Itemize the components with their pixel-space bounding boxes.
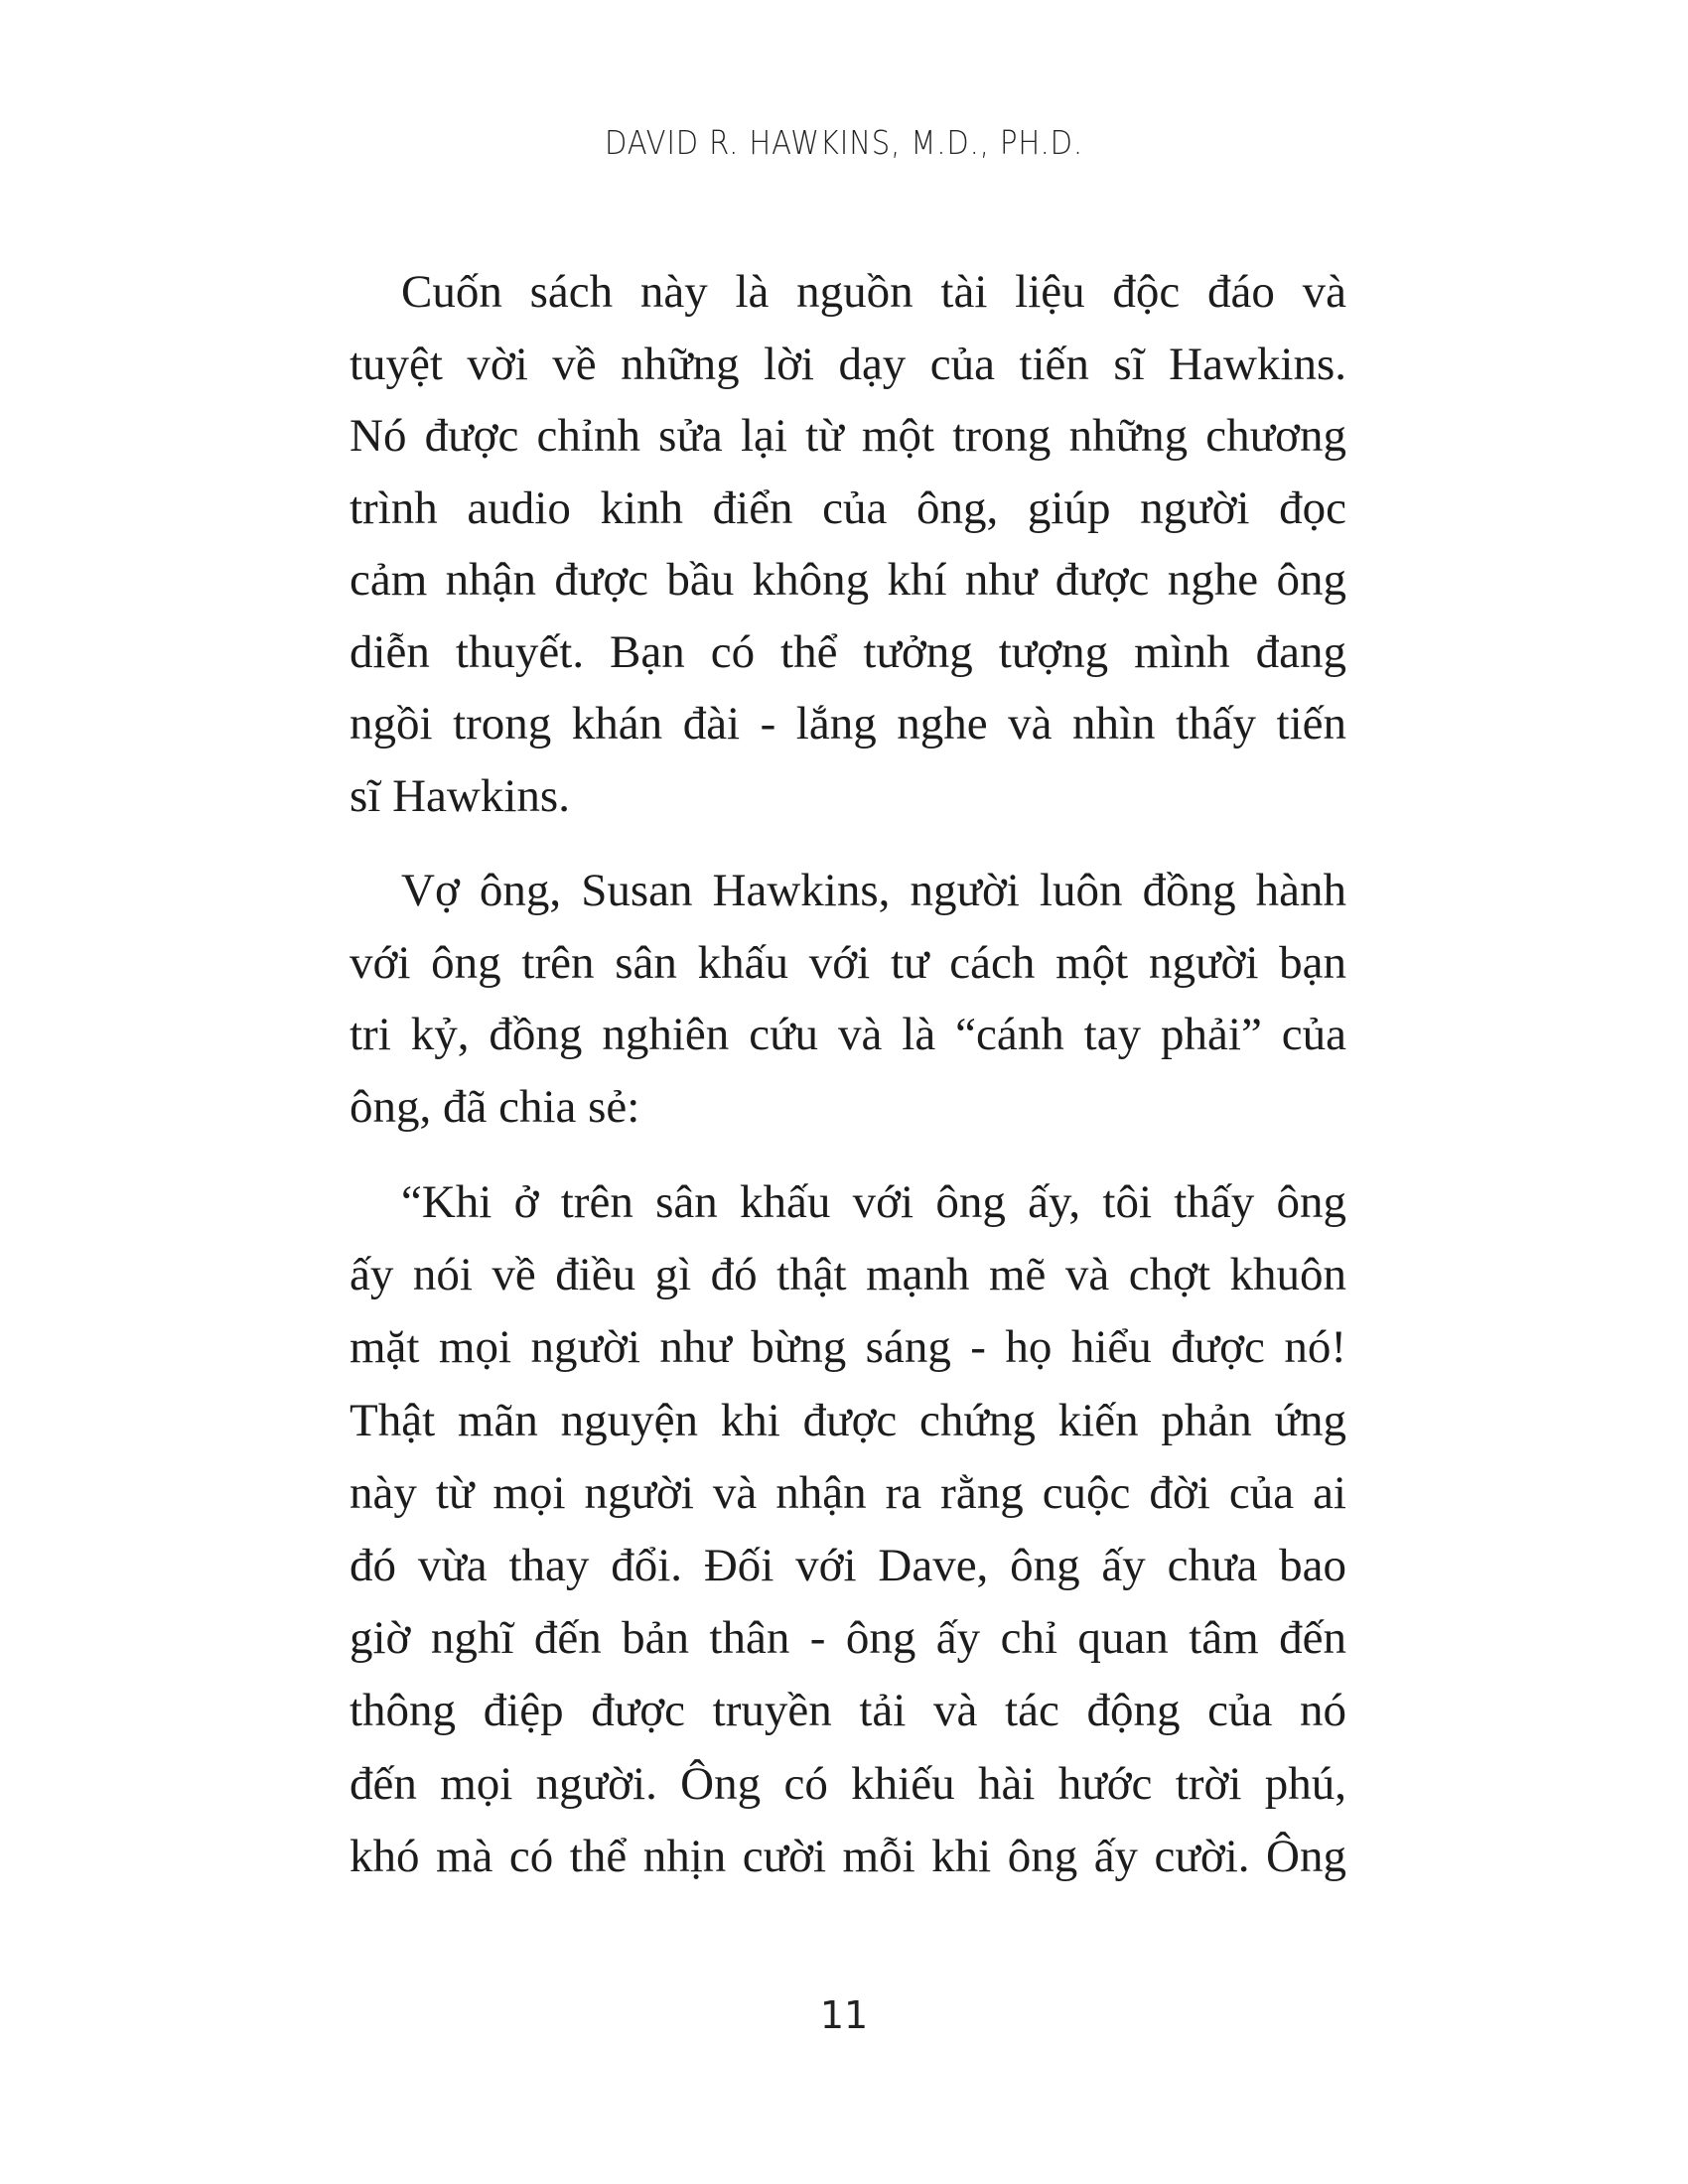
text-line: giờ nghĩ đến bản thân - ông ấy chỉ quan tâm đến: [350, 1612, 1346, 1665]
text-line: ngồi trong khán đài - lắng nghe và nhìn thấy tiến: [350, 698, 1346, 750]
running-head: DAVID R. HAWKINS, M.D., PH.D.: [604, 123, 1084, 162]
text-line: Cuốn sách này là nguồn tài liệu độc đáo và: [401, 266, 1346, 318]
text-line: Nó được chỉnh sửa lại từ một trong những chương: [350, 410, 1346, 462]
text-line: ấy nói về điều gì đó thật mạnh mẽ và chợt khuôn: [350, 1249, 1346, 1301]
text-line: đến mọi người. Ông có khiếu hài hước trời phú,: [350, 1757, 1346, 1810]
text-line: “Khi ở trên sân khấu với ông ấy, tôi thấy ông: [401, 1176, 1346, 1228]
page-number: 11: [819, 1993, 869, 2037]
text-line: Thật mãn nguyện khi được chứng kiến phản ứng: [350, 1394, 1346, 1446]
paragraph-3: [350, 1166, 1346, 1893]
text-line: tri kỷ, đồng nghiên cứu và là “cánh tay phải” của: [350, 1009, 1346, 1060]
text-line: ông, đã chia sẻ:: [350, 1080, 640, 1133]
text-line: với ông trên sân khấu với tư cách một người bạn: [350, 936, 1346, 989]
text-line: khó mà có thể nhịn cười mỗi khi ông ấy cười. Ông: [350, 1830, 1346, 1882]
text-line: Vợ ông, Susan Hawkins, người luôn đồng hành: [401, 865, 1346, 916]
text-line: trình audio kinh điển của ông, giúp người đọc: [350, 481, 1346, 534]
text-line: thông điệp được truyền tải và tác động của nó: [350, 1685, 1346, 1737]
text-line: diễn thuyết. Bạn có thể tưởng tượng mình đang: [350, 625, 1346, 678]
text-line: đó vừa thay đổi. Đối với Dave, ông ấy chưa bao: [350, 1539, 1346, 1591]
text-line: cảm nhận được bầu không khí như được nghe ông: [350, 554, 1346, 606]
text-line: tuyệt vời về những lời dạy của tiến sĩ Hawkins.: [350, 338, 1346, 390]
paragraph-2: [350, 855, 1346, 1143]
text-line: này từ mọi người và nhận ra rằng cuộc đời của ai: [350, 1466, 1346, 1519]
text-line: mặt mọi người như bừng sáng - họ hiểu được nó!: [350, 1321, 1346, 1374]
paragraph-1: [350, 256, 1346, 832]
text-line: sĩ Hawkins.: [350, 769, 570, 822]
